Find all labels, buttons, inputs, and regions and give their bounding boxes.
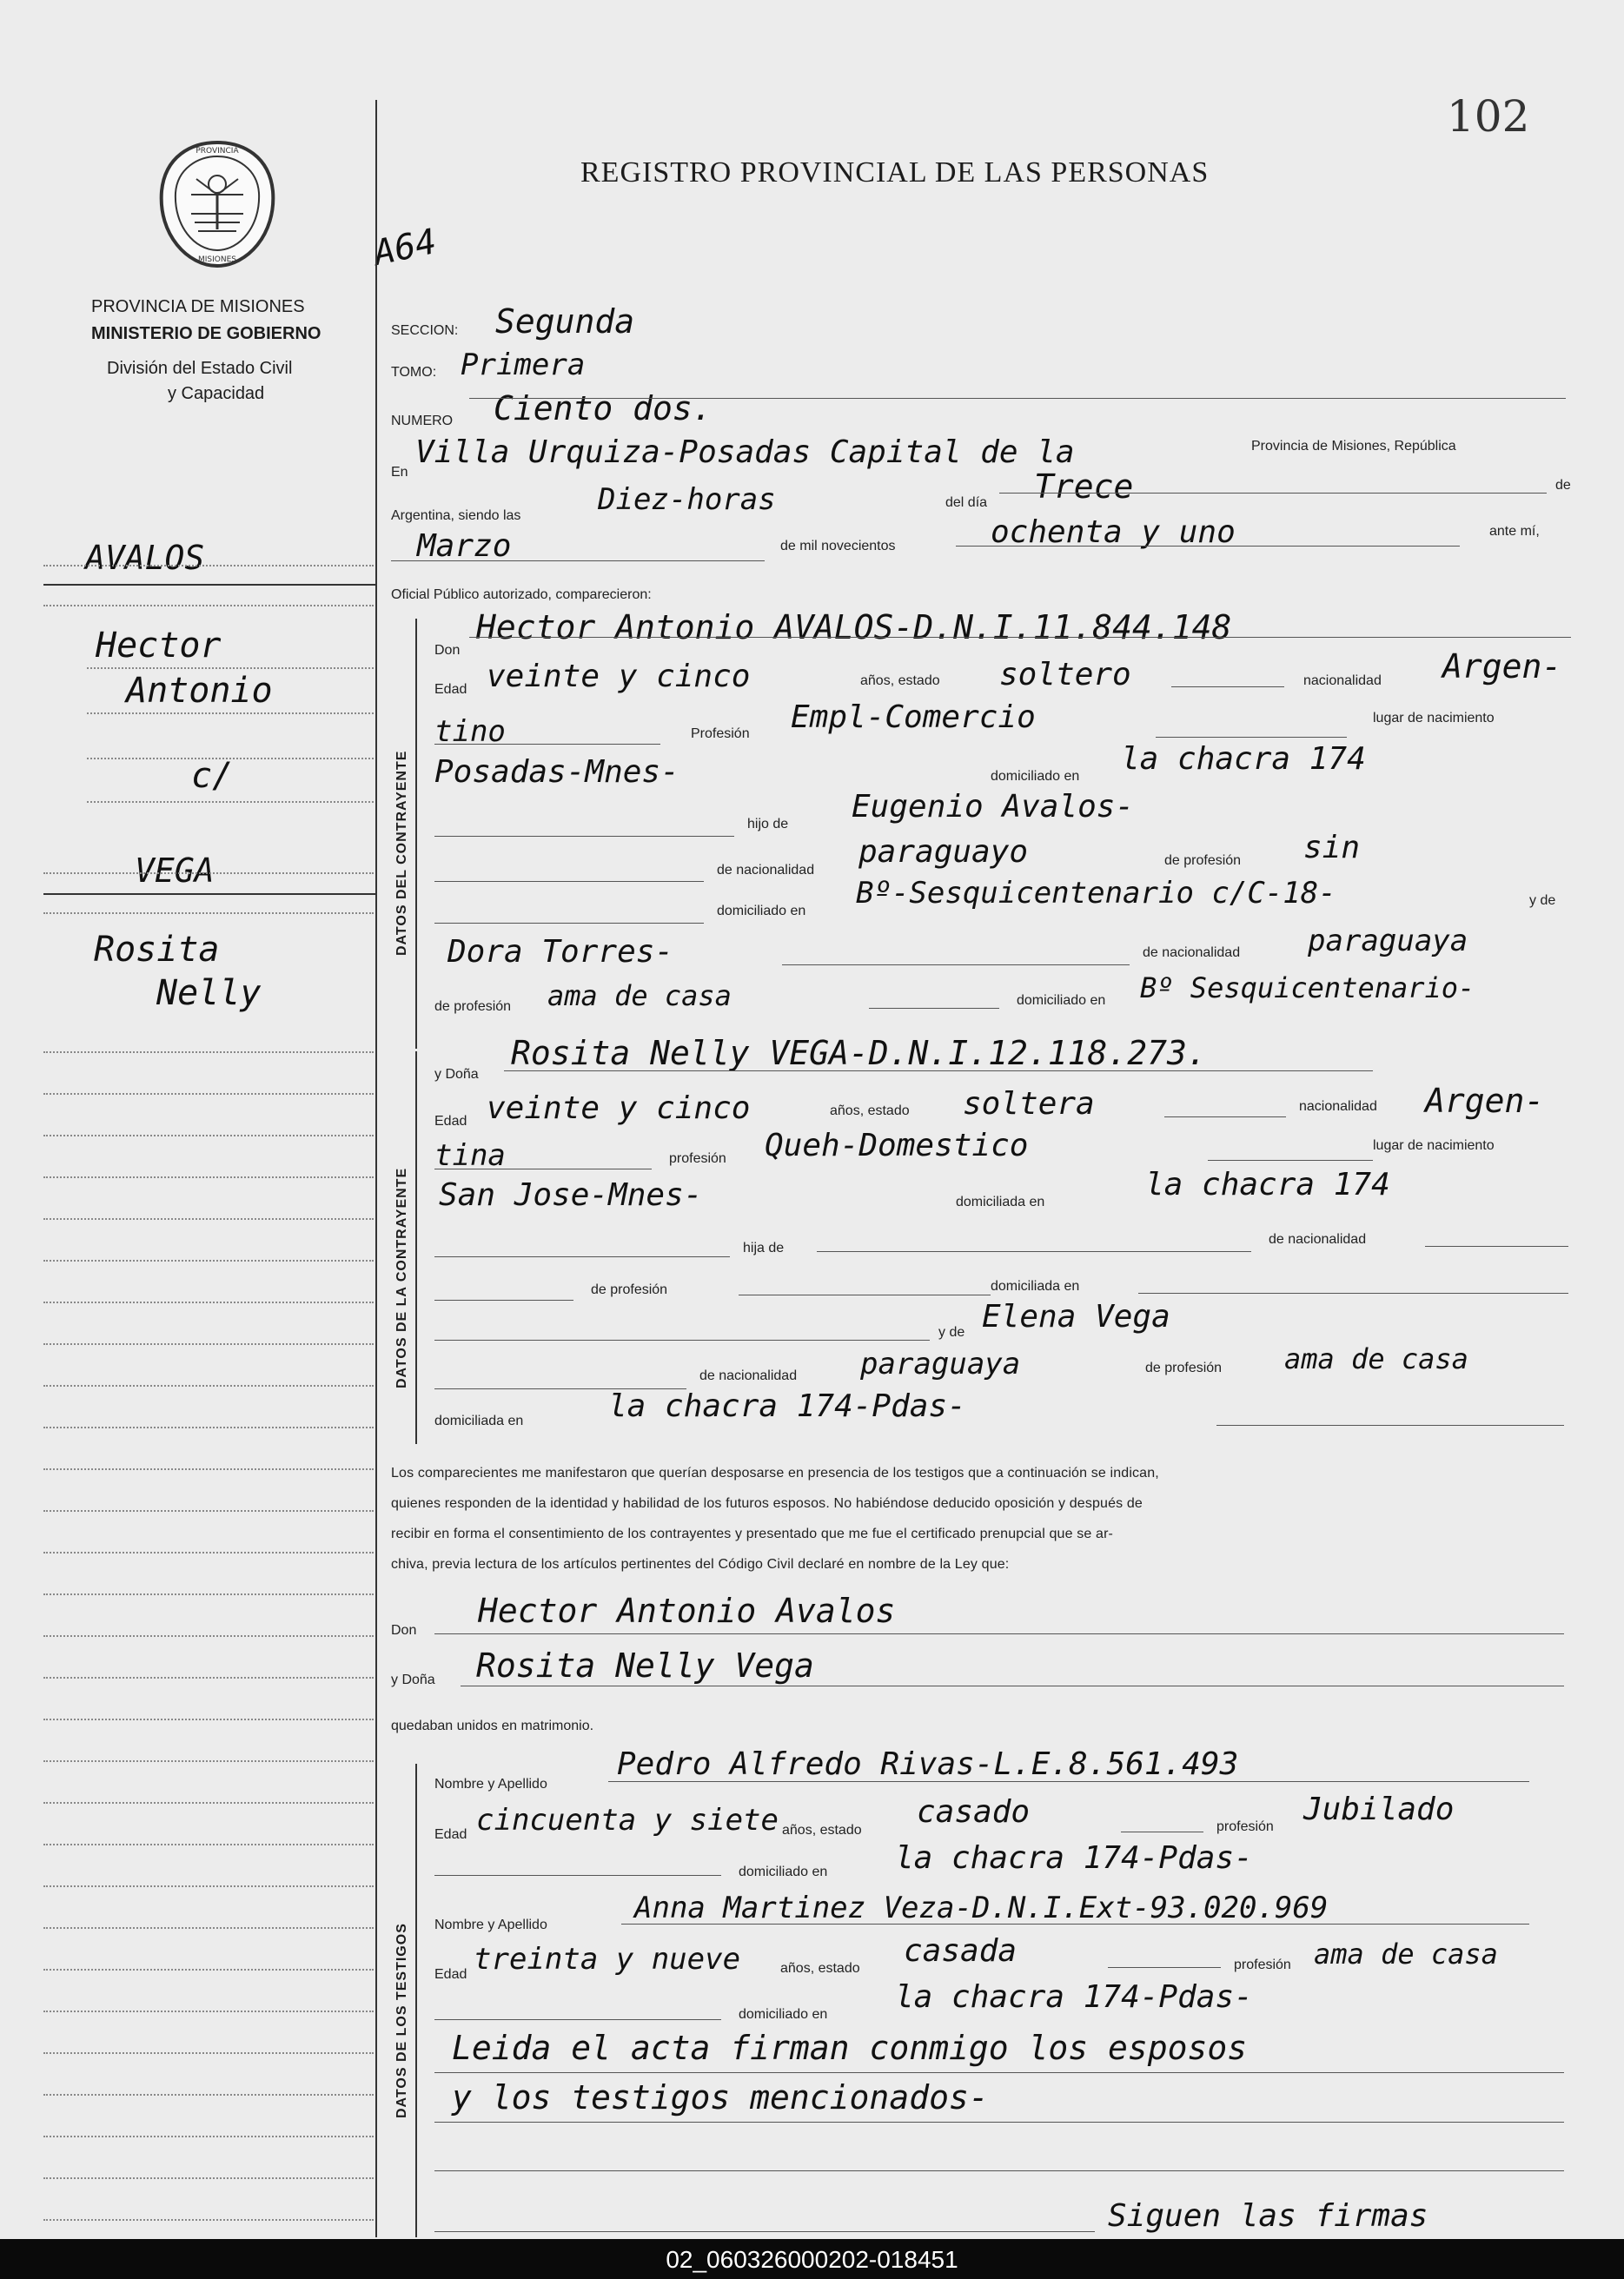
union-dona-value: Rosita Nelly Vega bbox=[476, 1646, 814, 1685]
t1-nombre-value: Pedro Alfredo Rivas-L.E.8.561.493 bbox=[617, 1746, 1239, 1782]
margin-dotted-line bbox=[43, 1969, 374, 1971]
de-label: de bbox=[1555, 478, 1571, 493]
c2-madre-prof-value: ama de casa bbox=[1284, 1342, 1468, 1375]
c1-nacionalidad-value-2: tino bbox=[434, 714, 506, 749]
c2-nacionalidad-label: nacionalidad bbox=[1299, 1099, 1377, 1114]
c2-profesion-label: profesión bbox=[669, 1151, 726, 1166]
t2-dom-blank-line bbox=[434, 2019, 721, 2020]
c1-hijo-label: hijo de bbox=[747, 817, 789, 831]
c2-dona-label: y Doña bbox=[434, 1067, 479, 1082]
margin-connector: c/ bbox=[191, 756, 234, 796]
del-dia-label: del día bbox=[945, 495, 988, 510]
c2-prof-blank-line-1 bbox=[434, 1300, 573, 1301]
declaration-line-2: quienes responden de la identidad y habilidad de los futuros esposos. No habiéndose deducido oposición y después de bbox=[391, 1496, 1143, 1511]
t2-dom-value: la chacra 174-Pdas- bbox=[895, 1979, 1253, 2015]
c2-y-de-label: y de bbox=[938, 1325, 965, 1340]
margin-dotted-line bbox=[43, 1719, 374, 1720]
oficial-text: Oficial Público autorizado, comparecieron: bbox=[391, 587, 652, 602]
margin-dotted-line bbox=[43, 1218, 374, 1220]
c1-y-de-label: y de bbox=[1529, 893, 1556, 908]
closing-line-1-rule bbox=[434, 2072, 1564, 2073]
margin-dotted-line bbox=[43, 1385, 374, 1387]
c1-nacionalidad-label: nacionalidad bbox=[1303, 673, 1382, 688]
c2-nac-blank-line bbox=[1425, 1246, 1568, 1247]
t1-profesion-value: Jubilado bbox=[1303, 1792, 1455, 1827]
c1-name-value: Hector Antonio AVALOS-D.N.I.11.844.148 bbox=[476, 608, 1232, 646]
c2-madre-prof-label: de profesión bbox=[1145, 1361, 1223, 1375]
c1-padre-dom-label: domiciliado en bbox=[717, 904, 806, 918]
margin-dotted-line bbox=[43, 2011, 374, 2012]
seccion-value: Segunda bbox=[495, 302, 635, 341]
c1-profesion-label: Profesión bbox=[691, 726, 750, 741]
margin-dotted-line bbox=[43, 1093, 374, 1095]
argentina-text: Argentina, siendo las bbox=[391, 508, 521, 523]
dia-line bbox=[999, 493, 1547, 494]
c2-profesion-line bbox=[1208, 1160, 1373, 1161]
t2-nombre-label: Nombre y Apellido bbox=[434, 1918, 547, 1932]
horas-value: Diez-horas bbox=[598, 482, 776, 517]
c2-y-de-line bbox=[434, 1340, 930, 1341]
t2-estado-line bbox=[1108, 1967, 1221, 1968]
c1-madre-nac-label: de nacionalidad bbox=[1143, 945, 1241, 960]
c2-profesion-value: Queh-Domestico bbox=[765, 1128, 1029, 1163]
margin-dotted-line bbox=[43, 1552, 374, 1554]
footer-bar bbox=[0, 2239, 1624, 2279]
margin-dotted-line bbox=[43, 1260, 374, 1262]
t1-dom-blank-line bbox=[434, 1875, 721, 1876]
margin-dotted-line bbox=[43, 1802, 374, 1804]
c2-hija-line-2 bbox=[817, 1251, 1251, 1252]
c1-domiciliado-label: domiciliado en bbox=[991, 769, 1080, 784]
provincia-text: Provincia de Misiones, República bbox=[1251, 439, 1456, 454]
margin-dotted-line bbox=[43, 1593, 374, 1595]
t2-profesion-value: ama de casa bbox=[1314, 1938, 1498, 1971]
page-number: 102 bbox=[1447, 91, 1530, 142]
union-dona-label: y Doña bbox=[391, 1673, 435, 1687]
c1-madre-nac-value: paraguaya bbox=[1308, 924, 1468, 958]
mes-line bbox=[391, 560, 765, 561]
t2-edad-value: treinta y nueve bbox=[474, 1942, 741, 1977]
c1-lugar-value: Posadas-Mnes- bbox=[434, 754, 679, 790]
c1-nac-line bbox=[434, 744, 660, 745]
margin-given1-line1: Hector bbox=[96, 626, 222, 666]
margin-rule bbox=[375, 100, 377, 2237]
margin-dotted-line bbox=[43, 1927, 374, 1929]
margin-dotted-line bbox=[87, 667, 374, 669]
margin-given2-line1: Rosita bbox=[94, 930, 220, 970]
province-seal-icon bbox=[156, 139, 278, 269]
anio-value: ochenta y uno bbox=[991, 514, 1236, 550]
union-don-value: Hector Antonio Avalos bbox=[478, 1592, 896, 1630]
c2-nacionalidad-value-2: tina bbox=[434, 1138, 506, 1173]
seal-bottom-text: MISIONES bbox=[197, 255, 237, 264]
testigos-side-label: DATOS DE LOS TESTIGOS bbox=[394, 1923, 409, 2118]
header-title: REGISTRO PROVINCIAL DE LAS PERSONAS bbox=[580, 156, 1210, 189]
c1-hijo-line bbox=[434, 836, 734, 837]
contrayente2-side-label: DATOS DE LA CONTRAYENTE bbox=[394, 1167, 409, 1388]
numero-label: NUMERO bbox=[391, 414, 454, 428]
numero-value: Ciento dos. bbox=[494, 389, 713, 427]
closing-line-3: Siguen las firmas bbox=[1108, 2198, 1428, 2234]
c1-profesion-value: Empl-Comercio bbox=[791, 699, 1036, 735]
closing-line-3-rule bbox=[434, 2231, 1095, 2232]
dia-value: Trece bbox=[1034, 467, 1134, 506]
c2-madre-nac-label: de nacionalidad bbox=[699, 1368, 798, 1383]
c1-padre-dom-line bbox=[434, 923, 704, 924]
margin-dotted-line bbox=[43, 1051, 374, 1053]
contrayente-side-label: DATOS DEL CONTRAYENTE bbox=[394, 750, 409, 956]
c2-anios-label: años, estado bbox=[830, 1103, 910, 1118]
c1-profesion-line bbox=[1156, 737, 1347, 738]
c1-madre-prof-value: ama de casa bbox=[547, 979, 732, 1012]
margin-dotted-line bbox=[43, 1635, 374, 1637]
margin-dotted-line bbox=[43, 565, 374, 566]
margin-dotted-line bbox=[43, 1677, 374, 1679]
margin-dotted-line bbox=[43, 872, 374, 874]
union-don-line bbox=[434, 1633, 1564, 1634]
c2-domiciliada-value: la chacra 174 bbox=[1145, 1167, 1390, 1202]
union-don-label: Don bbox=[391, 1623, 417, 1638]
t2-profesion-label: profesión bbox=[1234, 1958, 1291, 1972]
margin-dotted-line bbox=[43, 1176, 374, 1178]
t1-nombre-line bbox=[608, 1781, 1529, 1782]
c2-madre-value: Elena Vega bbox=[982, 1299, 1170, 1335]
de-mil-label: de mil novecientos bbox=[780, 539, 896, 553]
c1-madre-line bbox=[782, 964, 1130, 965]
declaration-line-4: chiva, previa lectura de los artículos pertinentes del Código Civil declaré en nombre de la Ley que: bbox=[391, 1557, 1010, 1572]
margin-dotted-line bbox=[43, 1510, 374, 1512]
c2-lugar-value: San Jose-Mnes- bbox=[439, 1177, 703, 1213]
margin-dotted-line bbox=[43, 1468, 374, 1470]
t1-dom-label: domiciliado en bbox=[739, 1865, 828, 1879]
t1-nombre-label: Nombre y Apellido bbox=[434, 1777, 547, 1792]
c2-de-nacionalidad-label: de nacionalidad bbox=[1269, 1232, 1367, 1247]
mes-value: Marzo bbox=[417, 528, 512, 564]
margin-dotted-line bbox=[43, 1343, 374, 1345]
c2-estado-line bbox=[1164, 1116, 1286, 1117]
c2-hija-line-1 bbox=[434, 1256, 730, 1257]
c2-de-profesion-label: de profesión bbox=[591, 1282, 668, 1297]
left-header-line-1: PROVINCIA DE MISIONES bbox=[91, 297, 305, 316]
seccion-label: SECCION: bbox=[391, 323, 459, 338]
c2-edad-label: Edad bbox=[434, 1114, 467, 1129]
margin-rule-solid bbox=[43, 584, 375, 586]
t2-dom-label: domiciliado en bbox=[739, 2007, 828, 2022]
anio-line bbox=[956, 546, 1460, 547]
margin-dotted-line bbox=[87, 712, 374, 714]
c1-madre-value: Dora Torres- bbox=[447, 934, 674, 970]
margin-dotted-line bbox=[43, 1135, 374, 1136]
c2-lugar-label: lugar de nacimiento bbox=[1373, 1138, 1495, 1153]
c1-estado-line bbox=[1171, 686, 1284, 687]
c1-nacionalidad-value-1: Argen- bbox=[1442, 647, 1562, 686]
t1-dom-value: la chacra 174-Pdas- bbox=[895, 1840, 1253, 1876]
margin-surname-2: VEGA bbox=[135, 851, 215, 890]
seal-top-text: PROVINCIA bbox=[196, 147, 239, 156]
c2-madre-nac-value: paraguaya bbox=[860, 1347, 1021, 1381]
margin-dotted-line bbox=[87, 758, 374, 759]
c2-madre-dom-label: domiciliada en bbox=[434, 1414, 524, 1428]
t1-estado-value: casado bbox=[917, 1794, 1031, 1830]
c1-domiciliado-value: la chacra 174 bbox=[1121, 741, 1366, 777]
margin-dotted-line bbox=[43, 912, 374, 914]
c2-madre-dom-value: la chacra 174-Pdas- bbox=[608, 1388, 966, 1424]
c2-estado-value: soltera bbox=[963, 1086, 1095, 1122]
c1-madre-prof-label: de profesión bbox=[434, 999, 512, 1014]
t2-estado-value: casada bbox=[904, 1933, 1017, 1969]
t2-nombre-line bbox=[621, 1924, 1529, 1925]
margin-dotted-line bbox=[43, 2052, 374, 2054]
numero-line bbox=[469, 398, 1566, 399]
margin-given1-line2: Antonio bbox=[126, 671, 273, 711]
ante-mi-label: ante mí, bbox=[1489, 524, 1540, 539]
margin-dotted-line bbox=[43, 1885, 374, 1887]
margin-dotted-line bbox=[43, 2094, 374, 2096]
en-value: Villa Urquiza-Posadas Capital de la bbox=[415, 434, 1075, 470]
declaration-line-1: Los comparecientes me manifestaron que querían desposarse en presencia de los testigos que a continuación se indican, bbox=[391, 1466, 1159, 1481]
left-header-line-4: y Capacidad bbox=[168, 384, 265, 403]
c2-edad-value: veinte y cinco bbox=[487, 1090, 751, 1126]
c1-padre-prof-value: sin bbox=[1303, 830, 1361, 865]
c1-padre-nac-value: paraguayo bbox=[858, 834, 1029, 870]
margin-surname-1: AVALOS bbox=[85, 539, 205, 577]
margin-dotted-line bbox=[43, 1844, 374, 1845]
margin-rule-solid-2 bbox=[43, 893, 375, 895]
c1-de-profesion-label: de profesión bbox=[1164, 853, 1242, 868]
c1-de-nacionalidad-label: de nacionalidad bbox=[717, 863, 815, 878]
c2-domiciliada-label: domiciliada en bbox=[956, 1195, 1045, 1209]
c1-lugar-label: lugar de nacimiento bbox=[1373, 711, 1495, 725]
section-bracket-2 bbox=[415, 1051, 417, 1444]
c1-edad-label: Edad bbox=[434, 682, 467, 697]
c1-madre-prof-line bbox=[869, 1008, 999, 1009]
quedaban-text: quedaban unidos en matrimonio. bbox=[391, 1719, 594, 1733]
c2-nacionalidad-value-1: Argen- bbox=[1425, 1082, 1545, 1120]
declaration-line-3: recibir en forma el consentimiento de los contrayentes y presentado que me fue el certificado prenupcial que se ar- bbox=[391, 1527, 1114, 1541]
t1-anios-label: años, estado bbox=[782, 1823, 862, 1838]
margin-dotted-line bbox=[43, 2136, 374, 2137]
margin-dotted-line bbox=[87, 801, 374, 803]
c1-padre-nac-line bbox=[434, 881, 704, 882]
c1-don-label: Don bbox=[434, 643, 461, 658]
margin-dotted-line bbox=[43, 2219, 374, 2221]
t1-edad-label: Edad bbox=[434, 1827, 467, 1842]
section-bracket-3 bbox=[415, 1764, 417, 2237]
c1-anios-label: años, estado bbox=[860, 673, 940, 688]
c1-estado-value: soltero bbox=[999, 657, 1131, 692]
c1-name-line bbox=[469, 637, 1571, 638]
c1-edad-value: veinte y cinco bbox=[487, 659, 751, 694]
c1-padre-dom-value: Bº-Sesquicentenario c/C-18- bbox=[856, 876, 1336, 911]
tomo-label: TOMO: bbox=[391, 365, 437, 380]
c1-padre-value: Eugenio Avalos- bbox=[852, 789, 1135, 825]
c1-madre-dom-label: domiciliado en bbox=[1017, 993, 1106, 1008]
section-bracket-1 bbox=[415, 619, 417, 1049]
c1-madre-dom-value: Bº Sesquicentenario- bbox=[1140, 971, 1475, 1004]
margin-dotted-line bbox=[43, 1760, 374, 1762]
c2-hija-label: hija de bbox=[743, 1241, 785, 1255]
c2-madre-dom-line bbox=[1216, 1425, 1564, 1426]
c2-name-value: Rosita Nelly VEGA-D.N.I.12.118.273. bbox=[511, 1034, 1207, 1072]
left-header-line-3: División del Estado Civil bbox=[107, 359, 293, 378]
en-label: En bbox=[391, 465, 408, 480]
t2-edad-label: Edad bbox=[434, 1967, 467, 1982]
margin-scribble: A64 bbox=[370, 221, 441, 275]
margin-dotted-line bbox=[43, 2177, 374, 2179]
c2-domiciliada-en-label: domiciliada en bbox=[991, 1279, 1080, 1294]
closing-line-2: y los testigos mencionados- bbox=[452, 2078, 989, 2117]
margin-dotted-line bbox=[43, 605, 374, 606]
margin-given2-line2: Nelly bbox=[156, 973, 262, 1013]
margin-dotted-line bbox=[43, 1427, 374, 1428]
margin-dotted-line bbox=[43, 1302, 374, 1303]
t2-anios-label: años, estado bbox=[780, 1961, 860, 1976]
left-header-line-2: MINISTERIO DE GOBIERNO bbox=[91, 324, 321, 343]
tomo-value: Primera bbox=[461, 348, 586, 382]
t2-nombre-value: Anna Martinez Veza-D.N.I.Ext-93.020.969 bbox=[634, 1891, 1329, 1925]
t1-profesion-label: profesión bbox=[1216, 1819, 1274, 1834]
t1-edad-value: cincuenta y siete bbox=[476, 1803, 779, 1838]
closing-line-1: Leida el acta firman conmigo los esposos bbox=[452, 2029, 1248, 2067]
closing-blank-rule bbox=[434, 2170, 1564, 2171]
c2-name-line bbox=[504, 1070, 1373, 1071]
closing-line-2-rule bbox=[434, 2122, 1564, 2123]
footer-id: 02_060326000202-018451 bbox=[666, 2246, 958, 2273]
c2-dom-blank-line bbox=[1138, 1293, 1568, 1294]
